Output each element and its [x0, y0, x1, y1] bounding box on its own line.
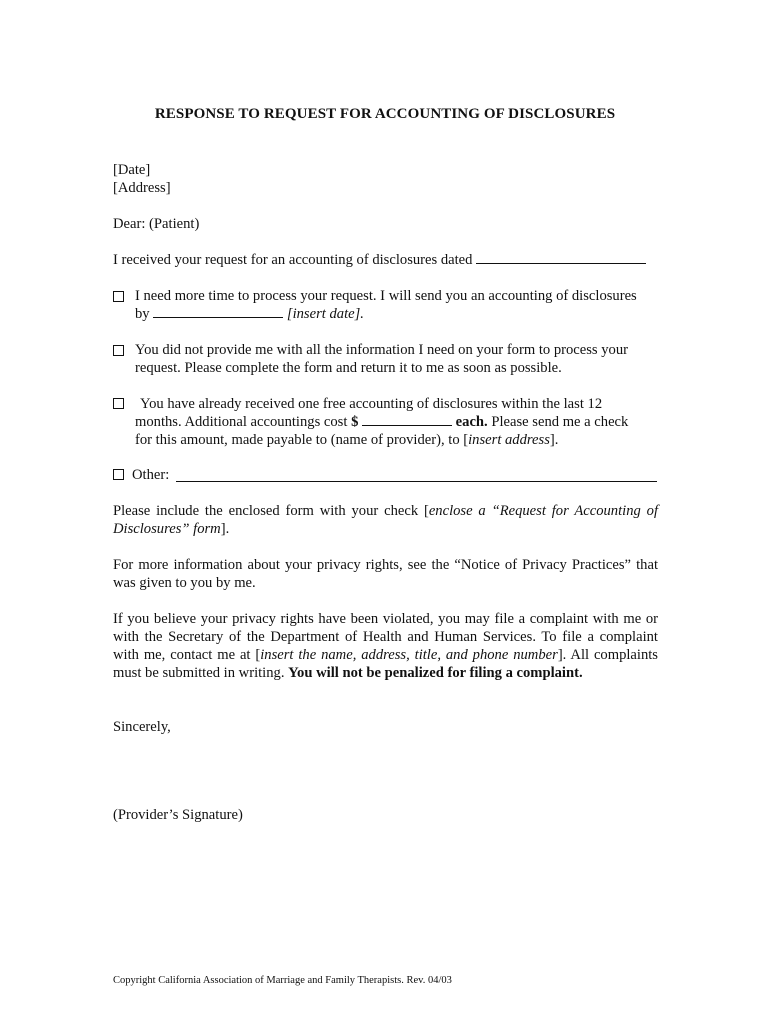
cost-text: months. Additional accountings cost	[135, 414, 348, 430]
closing: Sincerely,	[113, 719, 171, 735]
document-title: RESPONSE TO REQUEST FOR ACCOUNTING OF DISCLOSURES	[154, 106, 616, 122]
enclose-italic: enclose a “Request for Accounting of Disclosures” form	[113, 503, 658, 537]
already-received-line2	[135, 413, 658, 431]
date-placeholder: [Date]	[113, 162, 151, 178]
missing-info-line2: request. Please complete the form and return it to me as soon as possible.	[135, 360, 562, 376]
other-blank[interactable]	[176, 481, 657, 482]
complaint-text2: ]. All complaints must be submitted in writing.	[113, 647, 658, 681]
intro-text: I received your request for an accounting of disclosures dated	[113, 252, 473, 268]
dollar-sign: $	[351, 414, 359, 430]
already-received-line3	[135, 431, 658, 449]
date-blank[interactable]	[476, 251, 646, 264]
address-placeholder: [Address]	[113, 180, 171, 196]
privacy-paragraph: For more information about your privacy rights, see the “Notice of Privacy Practices” that was given to you by me.	[113, 557, 658, 591]
salutation: Dear: (Patient)	[113, 216, 200, 232]
insert-date-text: [insert date].	[286, 306, 364, 322]
more-time-line1: I need more time to process your request. I will send you an accounting of disclosures	[135, 288, 637, 304]
already-received-line1: You have already received one free accounting of disclosures within the last 12	[140, 396, 603, 412]
cost-blank[interactable]	[362, 413, 452, 426]
intro-line	[113, 251, 658, 269]
complaint-text1: If you believe your privacy rights have been violated, you may file a complaint with me or with the Secretary of the Department of Health and Human Services. To file a complaint with me, contact me at [	[113, 611, 658, 663]
other-label: Other:	[132, 467, 170, 483]
more-time-line2	[135, 305, 658, 323]
more-time-checkbox[interactable]	[113, 291, 124, 302]
signature-line: (Provider’s Signature)	[113, 807, 243, 823]
payable-end: ].	[549, 432, 559, 448]
enclose-end: ].	[220, 521, 230, 537]
copyright-footer: Copyright California Association of Marriage and Family Therapists. Rev. 04/03	[113, 975, 452, 986]
each-text: each.	[455, 414, 488, 430]
insert-address-text: insert address	[468, 432, 550, 448]
by-date-blank[interactable]	[153, 305, 283, 318]
other-checkbox[interactable]	[113, 469, 124, 480]
enclose-paragraph	[113, 502, 658, 538]
check-text: Please send me a check	[491, 414, 629, 430]
complaint-italic: insert the name, address, title, and phone number	[260, 647, 558, 663]
enclose-text: Please include the enclosed form with your check [	[113, 503, 429, 519]
already-received-checkbox[interactable]	[113, 398, 124, 409]
payable-text: for this amount, made payable to (name of provider), to [	[135, 432, 469, 448]
missing-info-line1: You did not provide me with all the information I need on your form to process your	[135, 342, 629, 358]
complaint-bold: You will not be penalized for filing a complaint.	[288, 665, 583, 681]
complaint-paragraph	[113, 610, 658, 682]
missing-info-checkbox[interactable]	[113, 345, 124, 356]
by-text: by	[135, 306, 150, 322]
